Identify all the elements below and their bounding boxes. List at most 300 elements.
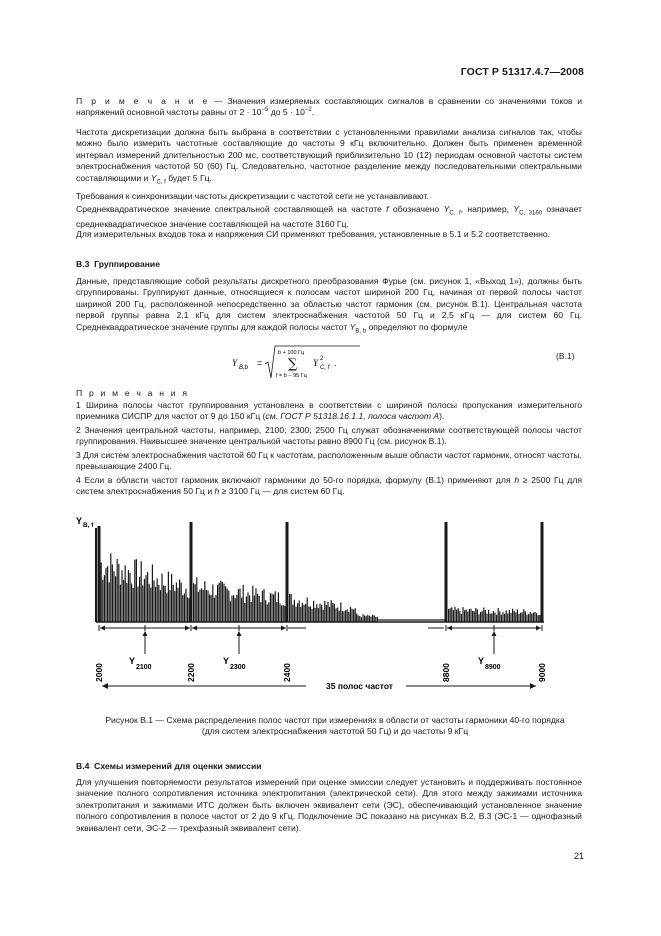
sync-text: Требования к синхронизации частоты дискретизации с частотой сети не устанавливают. [76, 191, 429, 201]
spectrum-bar [514, 611, 515, 622]
section-b3-title: Группирование [94, 259, 160, 269]
spectrum-bar [456, 610, 457, 622]
sampling-sym: Y [150, 172, 157, 183]
spectrum-bar [504, 614, 505, 622]
equation-number: (В.1) [556, 351, 575, 361]
spectrum-bar [254, 596, 255, 622]
spectrum-bar [353, 610, 354, 623]
spectrum-bar [515, 612, 516, 622]
spectrum-bar [241, 598, 242, 622]
group-label-symbol: Y [478, 656, 485, 666]
group-label-arrowhead [492, 631, 497, 636]
spectrum-bar [263, 589, 264, 622]
spectrum-bar [448, 609, 449, 622]
spectrum-bar [494, 613, 495, 622]
spectrum-bar [512, 609, 513, 622]
note-1-italic: см. ГОСТ Р 51318.16.1.1, полоса частот А [265, 411, 440, 422]
spectrum-bar [211, 595, 212, 622]
group-label-symbol: Y [223, 656, 230, 666]
spectrum-bar [343, 611, 344, 622]
sampling-text-a: Частота дискретизации должна быть выбрана в соответствии с установленными правилами анализа сигналов так, чтобы можно было измерить частотные составляющие до частоты 9 кГц включительно. Должен быть применен временной интервал измерений длительностью 200 мс, соответствующий приблизительно 10 (12) периодам основной частоты систем электроснабжения частотой 50 (60) Гц. Следовательно, частотное разделение между последовательными спектральными составляющими и [76, 127, 582, 183]
spectrum-bar [525, 611, 526, 622]
frequency-band-chart [66, 514, 566, 694]
spectrum-bar [113, 571, 114, 622]
notes-label: П р и м е ч а н и я [76, 388, 190, 398]
grouping-text-a: Данные, представляющие собой результаты дискретного преобразования Фурье (см. рисунок 1, «Выход 1»), должны быть сгруппированы. Группируют данные, относящиеся к полосам частот шириной 200 Гц, начиная от первой полосы частот шириной 200 Гц, расположенной непосредственно за областью частот гармоник (см. рисунок В.1). Центральная частота первой группы равна 2,1 кГц для систем электроснабжения частотой 50 Гц и 2,5 кГц — для систем 60 Гц. Среднеквадратическое значение группы для каждой полосы частот [76, 276, 582, 332]
group-label-sub: 2100 [136, 664, 152, 671]
spectrum-bar [283, 605, 284, 622]
spectrum-bar [310, 607, 311, 623]
spectrum-bar [231, 596, 232, 622]
spectrum-bar [496, 615, 497, 622]
spectrum-bar [279, 603, 280, 622]
spectrum-bar [166, 593, 167, 622]
spectrum-bar [342, 611, 343, 622]
spectrum-bar [522, 612, 523, 622]
group-label-symbol: Y [129, 656, 136, 666]
spectrum-bar [163, 586, 164, 623]
spectrum-bar [523, 609, 524, 622]
spectrum-bar [355, 608, 356, 622]
grouping-sym: Y [349, 321, 356, 332]
spectrum-bar [215, 595, 216, 622]
spectrum-bar [137, 587, 138, 622]
spectrum-bar [533, 613, 534, 622]
spectrum-bar [461, 614, 462, 622]
spectrum-bar [257, 594, 258, 622]
spectrum-bar [485, 610, 486, 622]
spectrum-bar [238, 589, 239, 622]
spectrum-bar [225, 586, 226, 622]
spectrum-bar [133, 588, 134, 622]
spectrum-bar [326, 605, 327, 622]
spectrum-bar [292, 605, 293, 622]
spectrum-bar [187, 597, 188, 622]
spectrum-bar [323, 610, 324, 622]
spectrum-bar [305, 604, 306, 622]
note-4-text-c: ≥ 3100 Гц — для систем 60 Гц. [219, 486, 345, 497]
spectrum-bar [147, 572, 148, 622]
spectrum-bar [123, 580, 124, 622]
rms-sub2: C, 3160 [519, 210, 543, 217]
span-arrow-left [102, 683, 108, 689]
y-axis-label-sub: B, f [83, 522, 94, 529]
spectrum-bar [161, 574, 162, 622]
note-1-text-b: ). [439, 411, 445, 422]
grouping-paragraph [76, 276, 582, 336]
formula-upper: b + 100 Гц [278, 350, 305, 356]
spectrum-bar [488, 610, 489, 622]
spectrum-bar [329, 607, 330, 622]
spectrum-bar [474, 611, 475, 622]
spectrum-bar [281, 606, 282, 623]
spectrum-bar [235, 598, 236, 622]
spectrum-bar [102, 580, 103, 622]
formula-sigma: ∑ [288, 357, 298, 372]
note-4-text-b: ≥ 2500 Гц для систем электроснабжения 50 Гц и [76, 475, 582, 497]
spectrum-bar [181, 583, 182, 622]
spectrum-bar [153, 580, 154, 622]
spectrum-bar [372, 615, 373, 622]
harmonic-line-2400 [286, 522, 289, 622]
spectrum-bar [362, 614, 363, 622]
spectrum-bar [510, 613, 511, 622]
spectrum-bar [475, 608, 476, 622]
rms-f: f [386, 204, 389, 214]
spectrum-bar [451, 607, 452, 622]
spectrum-bar [152, 564, 153, 622]
spectrum-bar [219, 583, 220, 622]
rms-sym1: Y [443, 204, 450, 214]
spectrum-bar [198, 592, 199, 622]
spectrum-bar [499, 611, 500, 622]
spectrum-bar [270, 593, 271, 622]
x-tick-label: 2000 [94, 663, 104, 682]
spectrum-bar [450, 608, 451, 622]
note-text-b: до 5 · 10 [268, 107, 305, 118]
formula-term-sup: 2 [320, 356, 324, 362]
section-b4-title: Схемы измерений для оценки эмиссии [94, 761, 262, 771]
spectrum-bar [236, 595, 237, 622]
spectrum-bar [358, 615, 359, 622]
spectrum-bar [453, 610, 454, 622]
spectrum-bar [498, 608, 499, 622]
spectrum-bar [478, 614, 479, 622]
spectrum-bar [195, 584, 196, 622]
page-number: 21 [573, 851, 584, 861]
x-tick-label: 2400 [282, 663, 292, 682]
spectrum-bar [351, 609, 352, 622]
spectrum-bar [321, 605, 322, 622]
formula-term: Y [313, 358, 319, 368]
spectrum-bar [168, 572, 169, 622]
spectrum-bar [121, 570, 122, 622]
note-text-a: — Значения измеряемых составляющих сигналов в сравнении со значениями токов и напряжений основной частоты равны от 2 · 10 [76, 96, 582, 118]
spectrum-bar [125, 565, 126, 622]
spectrum-bar [160, 590, 161, 622]
spectrum-bar [262, 591, 263, 622]
spectrum-bar [493, 611, 494, 622]
spectrum-bar [126, 583, 127, 622]
spectrum-bar [369, 616, 370, 622]
section-b3-heading [76, 259, 582, 270]
spectrum-bar [299, 601, 300, 623]
group-label-arrowhead [143, 631, 148, 636]
sync-paragraph [76, 191, 582, 202]
harmonic-line-9000 [541, 522, 544, 622]
band-arrows [99, 625, 542, 631]
note-4-h1: h [514, 475, 520, 485]
spectrum-bar [223, 584, 224, 622]
spectrum-bar [105, 568, 106, 622]
spectrum-bar [294, 600, 295, 622]
spectrum-bar [193, 583, 194, 622]
span-arrow-right [530, 683, 536, 689]
spectrum-bar [340, 603, 341, 623]
section-b4-num: В.4 [76, 761, 90, 771]
spectrum-bar [319, 604, 320, 622]
note-exp1: −5 [261, 107, 269, 114]
spectrum-bar [284, 606, 285, 622]
spectrum-bar [534, 612, 535, 622]
spectrum-bar [177, 588, 178, 622]
spectrum-bar [260, 602, 261, 622]
grouping-text-b: определяют по формуле [366, 321, 468, 332]
section-b4-heading [76, 761, 582, 772]
spectrum-bar [307, 598, 308, 623]
spectrum-bar [466, 610, 467, 622]
notes-label-line [76, 388, 582, 399]
spectrum-bar [308, 607, 309, 622]
spectrum-bar [469, 609, 470, 622]
spectrum-bar [203, 590, 204, 622]
spectrum-bar [315, 608, 316, 622]
spectrum-bar [155, 587, 156, 622]
note-4-text-a: 4 Если в области частот гармоник включают гармоники до 50-го порядка, формулу (В.1) применяют для [76, 475, 515, 485]
spectrum-bar [318, 608, 319, 622]
note-paragraph [76, 96, 582, 119]
spectrum-bar [201, 588, 202, 622]
document-id: ГОСТ Р 51317.4.7—2008 [460, 66, 584, 78]
spectrum-bar [345, 610, 346, 622]
spectrum-bar [184, 594, 185, 623]
spectrum-bar [536, 613, 537, 622]
formula-b1 [230, 344, 370, 382]
spectrum-bar [129, 573, 130, 622]
spectrum-bar [109, 582, 110, 622]
spectrum-bar [149, 584, 150, 622]
spectrum-bar [539, 615, 540, 622]
caption-line-1: Рисунок В.1 — Схема распределения полос частот при измерениях в области от частоты гармоники 40-го порядка [105, 715, 565, 725]
spectrum-bar [350, 607, 351, 622]
spectrum-bar [165, 586, 166, 622]
spectrum-bar [246, 597, 247, 623]
spectrum-bar [480, 612, 481, 622]
spectrum-bar [207, 590, 208, 622]
spectrum-bar [150, 588, 151, 622]
spectrum-bar [273, 595, 274, 623]
note-1-text-a: 1 Ширина полосы частот группирования установлена в соответствии с шириной полосы пропускания измерительного приемника СИСПР для частот от 9 до 150 кГц ( [76, 400, 582, 422]
spectrum-bar [228, 591, 229, 622]
spectrum-bar [502, 612, 503, 622]
spectrum-bar [139, 577, 140, 622]
formula-lhs-sub: B,b [239, 365, 249, 371]
spectrum-bar [347, 609, 348, 622]
section-b3-num: В.3 [76, 259, 90, 269]
y-axis-label: Y [76, 516, 83, 526]
emission-text: Для улучшения повторяемости результатов измерений при оценке эмиссии следует установить и поддерживать постоянное значение полного сопротивления источника электропитания (электрической сети). Для этого между зажимами источника электропитания и зажимами ИТС должен быть включен эквивалент сети (ЭС), обеспечивающий установленное значение полного сопротивления в полосе частот от 2 до 9 кГц. Подключение ЭС показано на рисунках В.2, В.3 (ЭС-1 — однофазный эквивалент сети, ЭС-2 — трехфазный эквивалент сети). [76, 777, 582, 833]
spectrum-bar [243, 585, 244, 622]
rms-paragraph [76, 204, 582, 230]
spectrum-bar [289, 594, 290, 622]
spectrum-bar [486, 614, 487, 622]
spectrum-bar [459, 611, 460, 622]
note-2-text: 2 Значения центральной частоты, например, 2100; 2300; 2500 Гц служат обозначениями соответствующей полосы частот группирования. Наивысшее значение центральной частоты равно 8900 Гц (см. рисунок В.1). [76, 425, 582, 447]
group-label-sub: 2300 [230, 664, 246, 671]
spectrum-bar [518, 614, 519, 622]
spectrum-bar [278, 592, 279, 622]
caption-line-2: (для систем электроснабжения частотой 50 Гц) и до частоты 9 кГц [201, 726, 469, 737]
spectrum-bar [531, 614, 532, 622]
spectrum-bar [337, 608, 338, 623]
spectrum-bar [244, 603, 245, 622]
spectrum-bar [268, 602, 269, 622]
rms-text-c: , например, [460, 204, 514, 214]
spectrum-bar [300, 607, 301, 622]
formula-lower: f = b − 95 Гц [276, 373, 307, 379]
sampling-paragraph [76, 127, 582, 187]
figure-caption [50, 715, 620, 738]
spectrum-bar [112, 565, 113, 623]
spectrum-bar [520, 613, 521, 622]
spectrum-bar [265, 600, 266, 622]
spectrum-bar [472, 611, 473, 622]
spectrum-bar [339, 611, 340, 622]
inputs-text: Для измерительных входов тока и напряжения СИ применяют требования, установленные в 5.1 и 5.2 соответственно. [76, 229, 551, 239]
spectrum-bar [157, 578, 158, 622]
spectrum-bar [141, 561, 142, 622]
spectrum-bar [104, 575, 105, 622]
spectrum-bar [247, 592, 248, 622]
spectrum-bar [259, 596, 260, 622]
spectrum-bar [101, 562, 102, 622]
spectrum-bar [364, 615, 365, 622]
spectrum-bar [115, 576, 116, 622]
sampling-text-b: будет 5 Гц. [165, 172, 212, 183]
spectrum-bar [233, 595, 234, 622]
spectrum-bar [131, 584, 132, 623]
spectrum-bar [158, 585, 159, 622]
harmonic-line-2000 [98, 526, 101, 622]
spectrum-bar [464, 610, 465, 622]
spectrum-bar [117, 559, 118, 622]
rms-text-d: означает среднеквадратическое значение составляющей на частоте 3160 Гц. [76, 204, 582, 229]
spectrum-bar [506, 610, 507, 622]
spectrum-bar [142, 585, 143, 622]
rms-sub1: C, f [449, 210, 461, 217]
group-label-sub: 8900 [485, 664, 501, 671]
spectrum-bar [538, 615, 539, 622]
spectrum-bar [169, 590, 170, 622]
spectrum-bar [297, 603, 298, 622]
spectrum-bar [255, 588, 256, 622]
spectrum-bar [276, 602, 277, 622]
spectrum-bar [332, 603, 333, 622]
spectrum-bar [173, 585, 174, 622]
spectrum-bar [477, 609, 478, 622]
spectrum-bar [171, 574, 172, 622]
spectrum-bar [467, 612, 468, 622]
x-tick-label: 2200 [186, 663, 196, 682]
note-2 [76, 425, 582, 448]
spectrum-bar [134, 560, 135, 622]
spectrum-bar [128, 570, 129, 622]
spectrum-bar [370, 617, 371, 622]
x-tick-label: 8800 [441, 663, 451, 682]
note-4 [76, 475, 582, 498]
spectrum-bar [252, 586, 253, 622]
spectrum-bar [209, 595, 210, 623]
spectrum-bar [303, 605, 304, 622]
spectrum-bar [185, 589, 186, 622]
group-label-arrowhead [237, 631, 242, 636]
spectrum-bar [267, 605, 268, 623]
spectrum-bar [374, 615, 375, 622]
spectrum-bar [501, 615, 502, 622]
spectrum-bar [176, 582, 177, 622]
spectrum-bar [356, 614, 357, 622]
spectrum-bar [295, 607, 296, 623]
spectrum-bar [179, 580, 180, 623]
spectrum-bar [136, 559, 137, 622]
spectrum-bar [144, 579, 145, 622]
spectrum-bar [367, 615, 368, 622]
spectrum-bar [145, 575, 146, 622]
spectrum-bar [348, 612, 349, 622]
sampling-sub: C, f [156, 179, 166, 186]
spectrum-bar [118, 564, 119, 622]
spectrum-bar [204, 581, 205, 622]
spectrum-bar [222, 582, 223, 622]
spectrum-bar [230, 601, 231, 622]
span-label: 35 полос частот [326, 681, 393, 691]
note-3 [76, 450, 582, 473]
x-tick-label: 9000 [537, 663, 547, 682]
spectrum-bar [530, 612, 531, 622]
spectrum-bar [249, 595, 250, 622]
formula-term-sub: C, f [320, 365, 330, 371]
rms-text-b: обозначено [388, 204, 444, 214]
rms-sym2: Y [513, 204, 520, 214]
spectrum-bar [214, 598, 215, 622]
spectrum-bar [334, 604, 335, 622]
spectrum-bar [507, 613, 508, 622]
spectrum-bar [271, 594, 272, 622]
spectrum-bar [526, 615, 527, 622]
note-4-h2: h [214, 486, 220, 497]
spectrum-bar [331, 600, 332, 622]
rms-text-a: Среднеквадратическое значение спектральной составляющей на частоте [76, 204, 387, 214]
spectrum-bar [517, 609, 518, 622]
note-label: П р и м е ч а н и е [76, 96, 210, 106]
spectrum-bar [359, 616, 360, 622]
spectrum-bar [483, 608, 484, 623]
spectrum-bar [462, 607, 463, 622]
spectrum-bar [491, 613, 492, 622]
spectrum-bar [275, 591, 276, 622]
spectrum-bar [182, 595, 183, 622]
spectrum-bar [302, 603, 303, 622]
spectrum-bar [470, 609, 471, 622]
spectrum-bar [509, 610, 510, 622]
spectrum-bar [174, 591, 175, 622]
formula-lhs: Y [232, 358, 238, 368]
spectrum-bar [196, 577, 197, 622]
spectrum-bar [110, 553, 111, 622]
spectrum-bar [107, 566, 108, 622]
note-1 [76, 400, 582, 423]
spectrum-bar [327, 602, 328, 622]
spectrum-bar [120, 585, 121, 622]
spectrum-bar [490, 614, 491, 622]
spectrum-bar [212, 585, 213, 623]
note-3-text: 3 Для систем электроснабжения частотой 60 Гц к частотам, расположенным выше области частот гармоник, относят частоты, превышающие 2400 Гц. [76, 450, 582, 472]
spectrum-bar [217, 585, 218, 622]
spectrum-bar [311, 609, 312, 622]
formula-eq: = [257, 358, 263, 368]
note-text-c: . [311, 107, 315, 118]
spectrum-bar [239, 589, 240, 623]
